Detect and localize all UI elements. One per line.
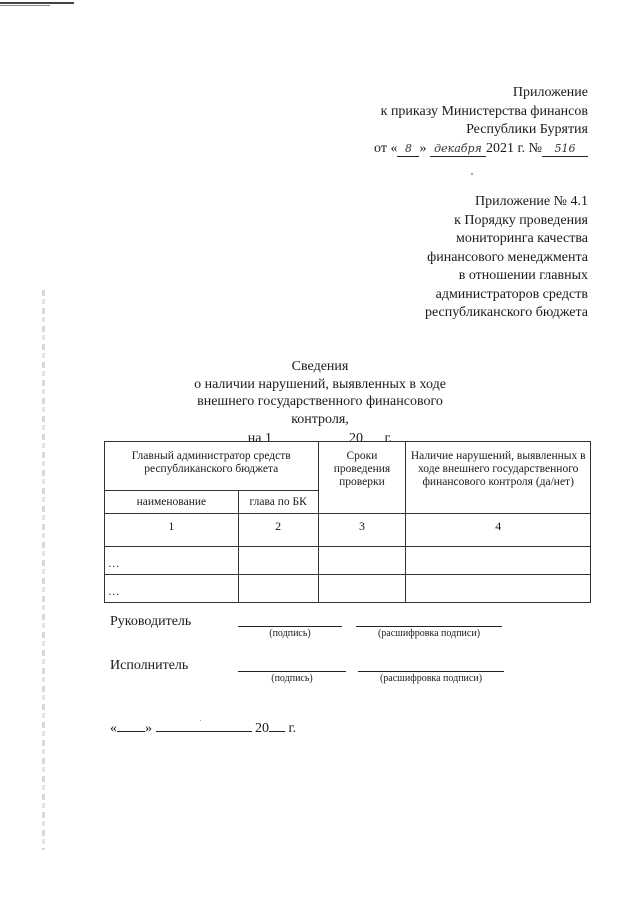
appendix2-line: финансового менеджмента <box>427 249 588 265</box>
date-year-blank <box>363 428 381 442</box>
title-line: Сведения <box>291 359 349 374</box>
table-row <box>105 547 591 575</box>
table-cell <box>318 547 406 575</box>
footer-year-prefix: 20 <box>255 721 269 736</box>
violations-table <box>104 441 591 603</box>
table-cell: … <box>105 575 239 603</box>
date-quote-close: » <box>419 140 427 156</box>
header-violations: Наличие нарушений, выявленных в ходе внешнего государственного финансового контроля (да/нет) <box>406 442 591 514</box>
header-terms: Сроки проведения проверки <box>318 442 406 514</box>
head-signature-caption: (подпись) <box>269 628 311 639</box>
footer-quote-close: » <box>145 721 152 736</box>
scan-artifact <box>0 2 74 5</box>
year-and-number-label: 2021 г. № <box>485 140 542 156</box>
table-cell <box>238 547 318 575</box>
order-date-line <box>374 140 588 159</box>
appendix-order-block <box>374 84 588 158</box>
footer-year-suffix: г. <box>288 721 297 736</box>
date-year-prefix: 20 <box>349 431 364 446</box>
table-cell <box>406 575 591 603</box>
handwritten-day: 8 <box>397 142 419 157</box>
column-number: 1 <box>105 514 239 547</box>
appendix2-line: в отношении главных <box>458 268 588 283</box>
head-decode-caption: (расшифровка подписи) <box>377 628 481 639</box>
appendix2-line: республиканского бюджета <box>424 305 588 320</box>
document-title <box>180 358 460 448</box>
head-decode-line <box>356 626 502 627</box>
handwritten-order-number: 516 <box>542 142 588 157</box>
order-line: к приказу Министерства финансов <box>380 103 588 119</box>
header-chapter: глава по БК <box>238 491 318 514</box>
head-label: Руководитель <box>110 614 192 629</box>
scan-speck <box>471 173 473 175</box>
header-name: наименование <box>105 491 239 514</box>
appendix2-line: к Порядку проведения <box>454 212 588 228</box>
table-row <box>105 575 591 603</box>
title-line: внешнего государственного финансового контроля, <box>197 394 443 427</box>
table-numbering-row <box>105 514 591 547</box>
table-header-row <box>105 442 591 491</box>
executor-signature-caption: (подпись) <box>271 673 313 684</box>
column-number: 3 <box>318 514 406 547</box>
footer-quote-open: « <box>110 721 117 736</box>
executor-label: Исполнитель <box>110 658 189 673</box>
footer-month-blank <box>156 718 252 732</box>
footer-date-line <box>110 718 296 737</box>
ministry-line: Республики Бурятия <box>466 122 588 137</box>
executor-signature-line <box>238 671 346 672</box>
date-on-prefix: на 1 <box>247 431 273 446</box>
executor-decode-caption: (расшифровка подписи) <box>379 673 483 684</box>
appendix-title: Приложение <box>512 85 588 100</box>
column-number: 2 <box>238 514 318 547</box>
table-cell <box>238 575 318 603</box>
appendix-procedure-block <box>425 193 588 323</box>
footer-year-blank <box>269 718 285 732</box>
handwritten-month: декабря <box>430 142 486 157</box>
executor-decode-line <box>358 671 504 672</box>
table-cell <box>406 547 591 575</box>
footer-day-blank <box>117 718 145 732</box>
appendix2-line: мониторинга качества <box>455 231 588 246</box>
date-month-blank <box>276 428 346 442</box>
appendix2-line: администраторов средств <box>435 286 588 302</box>
title-line: о наличии нарушений, выявленных в ходе <box>194 376 446 392</box>
scan-edge-shadow <box>42 290 45 850</box>
table-cell <box>318 575 406 603</box>
appendix2-line: Приложение № 4.1 <box>475 194 588 209</box>
date-year-suffix: г. <box>384 431 393 446</box>
date-prefix: от « <box>374 140 398 156</box>
header-admin-group: Главный администратор средств республиканского бюджета <box>105 442 319 491</box>
head-signature-line <box>238 626 342 627</box>
table-cell: … <box>105 547 239 575</box>
column-number: 4 <box>406 514 591 547</box>
